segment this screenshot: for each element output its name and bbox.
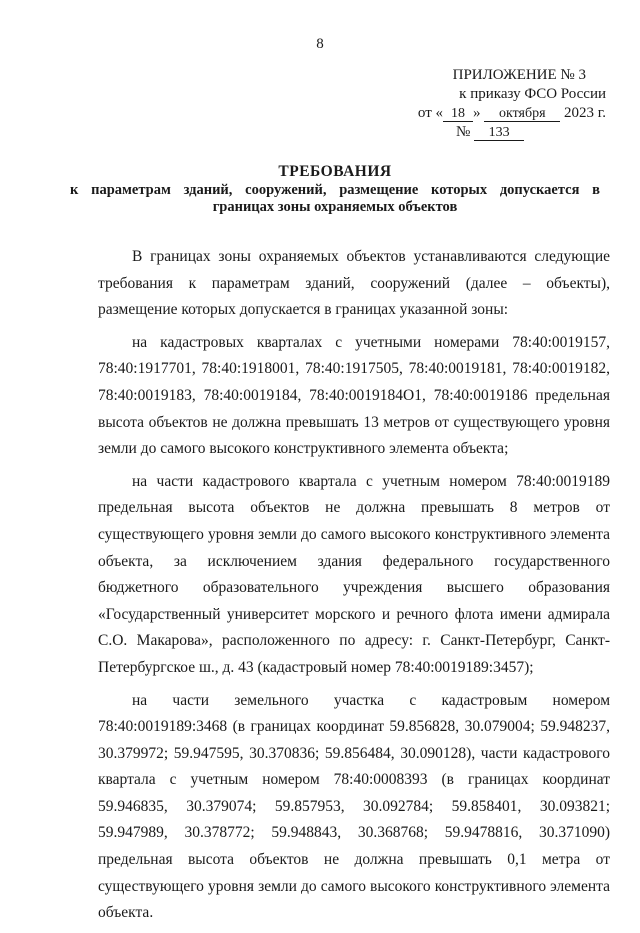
paragraph: В границах зоны охраняемых объектов устанавливаются следующие требования к параметрам зданий, сооружений (далее – объекты), размещение которых допускается в границах указанной зоны:	[98, 248, 610, 319]
date-prefix: от «	[417, 105, 444, 121]
appendix-date-line	[386, 104, 606, 123]
paragraph: на части кадастрового квартала с учетным номером 78:40:0019189 предельная высота объектов не должна превышать 8 метров от существующего уровня земли до самого высокого конструктивного элемента объекта, за исключением здания федерального государственного бюджетного образовательного учреждения высшего образования «Государственный университет морского и речного флота имени адмирала С.О. Макарова», расположенного по адресу: г. Санкт-Петербург, Санкт-Петербургское ш., д. 43 (кадастровый номер 78:40:0019189:3457);	[98, 472, 610, 676]
appendix-title: ПРИЛОЖЕНИЕ № 3	[452, 67, 586, 83]
heading-subtitle: к параметрам зданий, сооружений, размещение которых допускается в границах зоны охраняемых объектов	[70, 182, 600, 215]
heading-title: ТРЕБОВАНИЯ	[278, 163, 392, 180]
date-year: 2023 г.	[564, 105, 606, 121]
order-number: 133	[474, 125, 524, 141]
document-body	[98, 244, 610, 933]
paragraph: на части земельного участка с кадастровым номером 78:40:0019189:3468 (в границах координат 59.856828, 30.079004; 59.948237, 30.379972; 59.947595, 30.370836; 59.856484, 30.090128), части кадастрового квартала с учетным номером 78:40:0008393 (в границах координат 59.946835, 30.379074; 59.857953, 30.092784; 59.858401, 30.093821; 59.947989, 30.378772; 59.948843, 30.368768; 59.9478816, 30.371090) предельная высота объектов не должна превышать 0,1 метра от существующего уровня земли до самого высокого конструктивного элемента объекта.	[98, 691, 610, 922]
date-mid: »	[473, 105, 481, 121]
appendix-order-ref: к приказу ФСО России	[459, 86, 606, 102]
appendix-block	[386, 66, 606, 142]
number-prefix: №	[456, 124, 471, 140]
page-number: 8	[316, 36, 324, 52]
date-day: 18	[443, 106, 473, 122]
appendix-number-line	[386, 123, 606, 142]
date-month: октября	[484, 106, 560, 122]
paragraph: на кадастровых кварталах с учетными номерами 78:40:0019157, 78:40:1917701, 78:40:1918001, 78:40:1917505, 78:40:0019181, 78:40:0019182, 78:40:0019183, 78:40:0019184, 78:40:0019184О1, 78:40:0019186 предельная высота объектов не должна превышать 13 метров от существующего уровня земли до самого высокого конструктивного элемента объекта;	[98, 333, 610, 458]
document-heading	[70, 163, 600, 216]
